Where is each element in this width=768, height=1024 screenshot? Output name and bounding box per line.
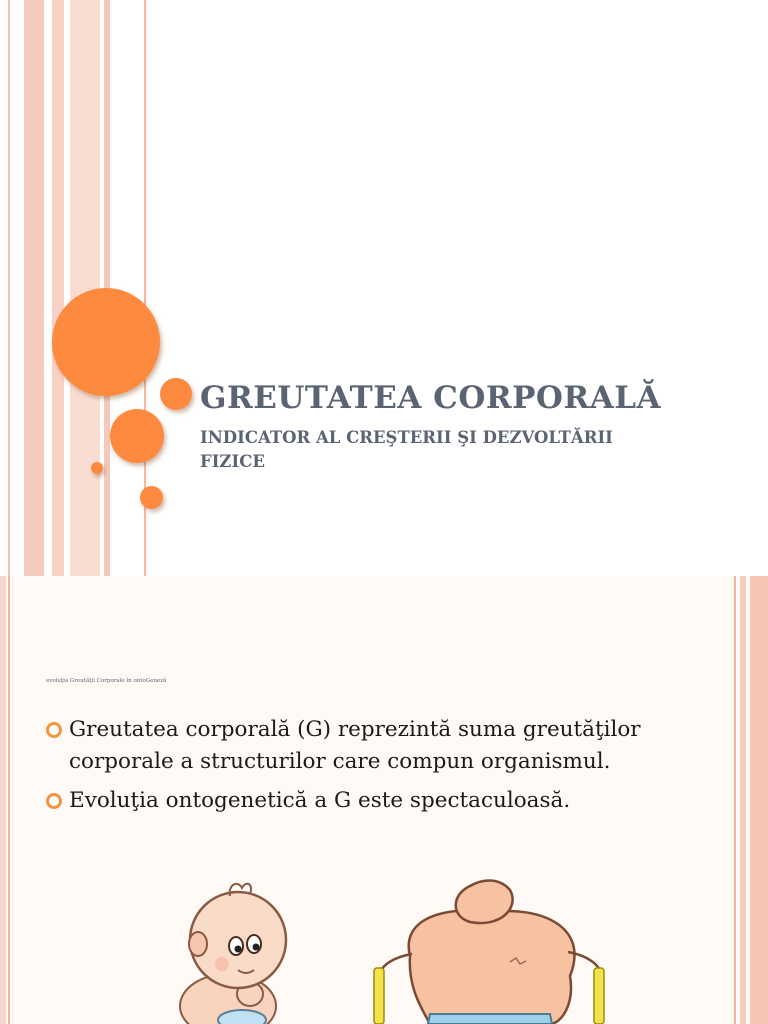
list-item bbox=[46, 714, 666, 777]
decor-stripe bbox=[734, 576, 736, 1024]
decor-stripe bbox=[52, 0, 64, 576]
baby-eye bbox=[247, 935, 261, 953]
man-torso bbox=[409, 910, 575, 1024]
baby-ear bbox=[189, 932, 207, 956]
bullet-circle-icon bbox=[46, 793, 62, 809]
subtitle-line: INDICATOR AL CREŞTERII ŞI DEZVOLTĂRII bbox=[200, 428, 613, 447]
measuring-tape bbox=[374, 968, 384, 1024]
decor-stripe bbox=[24, 0, 44, 576]
baby-eye bbox=[229, 937, 243, 955]
decor-circle-tiny bbox=[91, 462, 103, 474]
overweight-man-illustration bbox=[360, 876, 620, 1024]
slide-heading: evoluţia Greutăţii Corporale în ontoGeneză bbox=[46, 678, 167, 684]
baby-pupil bbox=[235, 946, 242, 953]
subtitle-line: FIZICE bbox=[200, 452, 265, 471]
decor-stripe bbox=[740, 576, 746, 1024]
decor-stripe bbox=[8, 0, 10, 576]
decor-circle-small bbox=[160, 378, 192, 410]
bullet-text: Evoluţia ontogenetică a G este spectaculoasă. bbox=[69, 788, 571, 813]
bullet-list bbox=[46, 714, 666, 825]
man-head bbox=[456, 881, 513, 924]
baby-diaper bbox=[218, 1010, 266, 1024]
bullet-circle-icon bbox=[46, 722, 62, 738]
decor-circle-medium bbox=[110, 409, 164, 463]
decor-circle-small bbox=[140, 486, 163, 509]
decor-stripe bbox=[750, 576, 768, 1024]
measuring-tape bbox=[594, 968, 604, 1024]
baby-cheek bbox=[215, 957, 229, 971]
slide-subtitle bbox=[200, 426, 720, 474]
decor-stripe bbox=[0, 576, 6, 1024]
decor-stripe bbox=[8, 576, 10, 1024]
list-item bbox=[46, 785, 666, 817]
slide-title: GREUTATEA CORPORALĂ bbox=[200, 380, 662, 416]
bullet-text: Greutatea corporală (G) reprezintă suma greutăţilor corporale a structurilor care compun organismul. bbox=[69, 717, 641, 774]
baby-pupil bbox=[253, 944, 260, 951]
content-slide bbox=[0, 576, 768, 1024]
man-pants bbox=[428, 1014, 552, 1024]
baby-illustration bbox=[150, 876, 310, 1024]
decor-circle-large bbox=[52, 288, 160, 396]
